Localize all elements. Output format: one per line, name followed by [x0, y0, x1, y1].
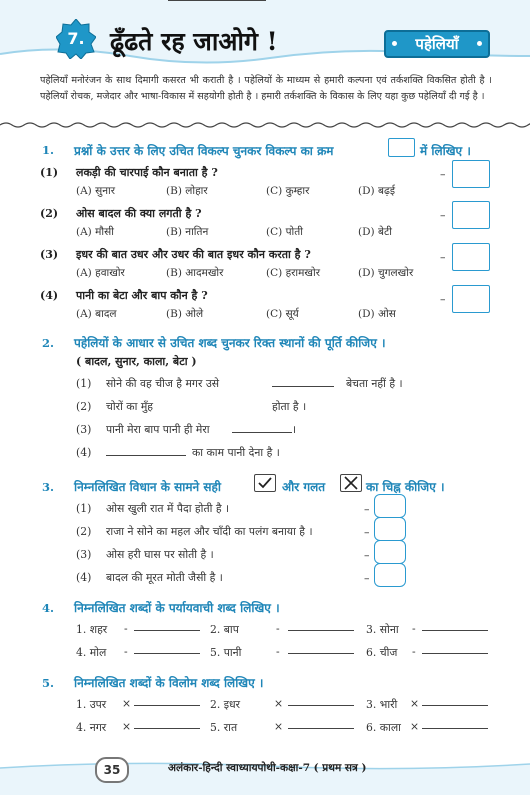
- q1-item4-opt-a: (A) बादल: [76, 308, 117, 320]
- divider-wave: [0, 121, 530, 129]
- q3-text-b: और गलत: [282, 480, 326, 494]
- q5-word3: 3. भारी: [366, 698, 398, 711]
- q1-item1-number: (1): [40, 166, 59, 179]
- q1-item1-answer-box[interactable]: [452, 160, 490, 188]
- q5-word3-blank[interactable]: [422, 705, 488, 706]
- q5-number: 5.: [42, 676, 55, 690]
- q1-item4-opt-c: (C) सूर्य: [266, 308, 299, 320]
- footer-text: अलंकार-हिन्दी स्वाध्यायपोथी-कक्षा-7 ( प्रथम सत्र ): [168, 762, 367, 774]
- q1-item3-answer-box[interactable]: [452, 243, 490, 271]
- q3-number: 3.: [42, 480, 55, 494]
- q1-answer-inline-box: [388, 138, 415, 157]
- q5-word6-blank[interactable]: [422, 728, 488, 729]
- q4-word3-blank[interactable]: [422, 630, 488, 631]
- chapter-badge: [56, 19, 96, 59]
- q5-word6: 6. काला: [366, 721, 401, 734]
- q5-word5-blank[interactable]: [288, 728, 354, 729]
- page-number: 35: [95, 757, 129, 783]
- q5-word4-blank[interactable]: [134, 728, 200, 729]
- q5-text: निम्नलिखित शब्दों के विलोम शब्द लिखिए ।: [74, 676, 264, 690]
- q2-item1-number: (1): [76, 377, 92, 390]
- q3-item1-number: (1): [76, 502, 92, 515]
- q3-item1-text: ओस खुली रात में पैदा होती है ।: [106, 502, 230, 515]
- page-title: ढूँढते रह जाओगे !: [110, 27, 278, 56]
- q4-word4-blank[interactable]: [134, 653, 200, 654]
- q1-item2-opt-c: (C) पोती: [266, 226, 303, 238]
- q4-word2-blank[interactable]: [288, 630, 354, 631]
- q1-item2-opt-b: (B) नातिन: [166, 226, 209, 238]
- q3-item1-answer-box[interactable]: [374, 494, 406, 518]
- q1-number: 1.: [42, 143, 55, 157]
- q5-word1-blank[interactable]: [134, 705, 200, 706]
- q1-item3-number: (3): [40, 248, 59, 261]
- q1-item1-opt-c: (C) कुम्हार: [266, 185, 310, 197]
- q1-item4-number: (4): [40, 289, 59, 302]
- q2-item2-number: (2): [76, 400, 92, 413]
- q1-item1-opt-d: (D) बढ़ई: [358, 185, 396, 197]
- q4-word6-blank[interactable]: [422, 653, 488, 654]
- q1-item2-opt-d: (D) बेटी: [358, 226, 392, 238]
- q4-word5: 5. पानी: [210, 646, 242, 659]
- q4-word4: 4. मोल: [76, 646, 107, 659]
- q3-item2-number: (2): [76, 525, 92, 538]
- q4-word1: 1. शहर: [76, 623, 108, 636]
- q4-number: 4.: [42, 601, 55, 615]
- tick-mark-icon: [254, 474, 276, 492]
- q2-item3-blank[interactable]: [232, 432, 292, 433]
- q4-word2: 2. बाप: [210, 623, 239, 636]
- q4-word3: 3. सोना: [366, 623, 399, 636]
- q5-word4: 4. नगर: [76, 721, 107, 734]
- q2-item1-blank[interactable]: [272, 386, 334, 387]
- q4-word5-blank[interactable]: [288, 653, 354, 654]
- q1-item3-opt-c: (C) हरामखोर: [266, 267, 321, 279]
- q2-word-bank: ( बादल, सुनार, काला, बेटा ): [76, 355, 197, 368]
- q2-item3-text-b: ।: [292, 423, 297, 436]
- q3-text-a: निम्नलिखित विधान के सामने सही: [74, 480, 221, 494]
- q3-item3-number: (3): [76, 548, 92, 561]
- q4-word6: 6. चीज: [366, 646, 398, 659]
- q2-item1-text-a: सोने की वह चीज है मगर उसे: [106, 377, 220, 390]
- q1-item1-opt-b: (B) लोहार: [166, 185, 208, 197]
- q3-item2-text: राजा ने सोने का महल और चाँदी का पलंग बनाया है ।: [106, 525, 313, 538]
- q1-item2-text: ओस बादल की क्या लगती है ?: [76, 207, 202, 220]
- q1-item1-opt-a: (A) सुनार: [76, 185, 116, 197]
- q1-item3-opt-a: (A) हवाखोर: [76, 267, 125, 279]
- q1-item3-text: इधर की बात उधर और उधर की बात इधर कौन करता है ?: [76, 248, 311, 261]
- q2-item4-text-b: का काम पानी देना है ।: [192, 446, 280, 459]
- q3-item4-text: बादल की मूरत मोती जैसी है ।: [106, 571, 223, 584]
- q2-item2-text-a: चोरों का मुँह: [106, 400, 154, 413]
- q3-item2-answer-box[interactable]: [374, 517, 406, 541]
- q1-item4-opt-d: (D) ओस: [358, 308, 396, 320]
- q2-text: पहेलियों के आधार से उचित शब्द चुनकर रिक्त स्थानों की पूर्ति कीजिए ।: [74, 336, 386, 350]
- q1-item2-opt-a: (A) मौसी: [76, 226, 114, 238]
- q2-number: 2.: [42, 336, 55, 350]
- q4-text: निम्नलिखित शब्दों के पर्यायवाची शब्द लिखिए ।: [74, 601, 280, 615]
- q2-item4-number: (4): [76, 446, 92, 459]
- q5-word5: 5. रात: [210, 721, 238, 734]
- q5-word1: 1. उपर: [76, 698, 107, 711]
- q1-item3-opt-d: (D) चुगलखोर: [358, 267, 414, 279]
- q5-word2-blank[interactable]: [288, 705, 354, 706]
- q2-item3-text-a: पानी मेरा बाप पानी ही मेरा: [106, 423, 210, 436]
- intro-paragraph: पहेलियाँ मनोरंजन के साथ दिमागी कसरत भी कराती है । पहेलियों के माध्यम से हमारी कल्पना एवं तर्कशक्ति विकसित होती है । पहेलियाँ रोचक, मजेदार और भाषा-विकास में सहयोगी होती है । हमारी तर्कशक्ति के विकास के लिए यहा कुछ पहेलियाँ दी गई है ।: [40, 75, 492, 102]
- q2-item2-text-b: होता है ।: [272, 400, 307, 413]
- q3-text-c: का चिह्न कीजिए ।: [366, 480, 445, 494]
- section-tag: पहेलियाँ: [384, 30, 490, 58]
- q2-item3-number: (3): [76, 423, 92, 436]
- q2-item4-blank[interactable]: [106, 455, 186, 456]
- chapter-number: 7.: [67, 29, 85, 48]
- q1-item3-opt-b: (B) आदमखोर: [166, 267, 224, 279]
- q1-item2-answer-box[interactable]: [452, 201, 490, 229]
- q1-item4-opt-b: (B) ओले: [166, 308, 204, 320]
- q3-item3-answer-box[interactable]: [374, 540, 406, 564]
- q3-item4-answer-box[interactable]: [374, 563, 406, 587]
- q2-item1-text-b: बेचता नहीं है ।: [346, 377, 403, 390]
- q3-item4-number: (4): [76, 571, 92, 584]
- q1-item4-answer-box[interactable]: [452, 285, 490, 313]
- q4-word1-blank[interactable]: [134, 630, 200, 631]
- q3-item3-text: ओस हरी घास पर सोती है ।: [106, 548, 214, 561]
- q1-item1-text: लकड़ी की चारपाई कौन बनाता है ?: [76, 166, 218, 179]
- cross-mark-icon: [340, 474, 362, 492]
- q2-item2-blank[interactable]: [168, 0, 266, 1]
- q1-item2-number: (2): [40, 207, 59, 220]
- q5-word2: 2. इधर: [210, 698, 241, 711]
- q1-text-b: में लिखिए ।: [420, 144, 471, 158]
- q1-item4-text: पानी का बेटा और बाप कौन है ?: [76, 289, 208, 302]
- q1-text-a: प्रश्नों के उत्तर के लिए उचित विकल्प चुनकर विकल्प का क्रम: [74, 144, 334, 158]
